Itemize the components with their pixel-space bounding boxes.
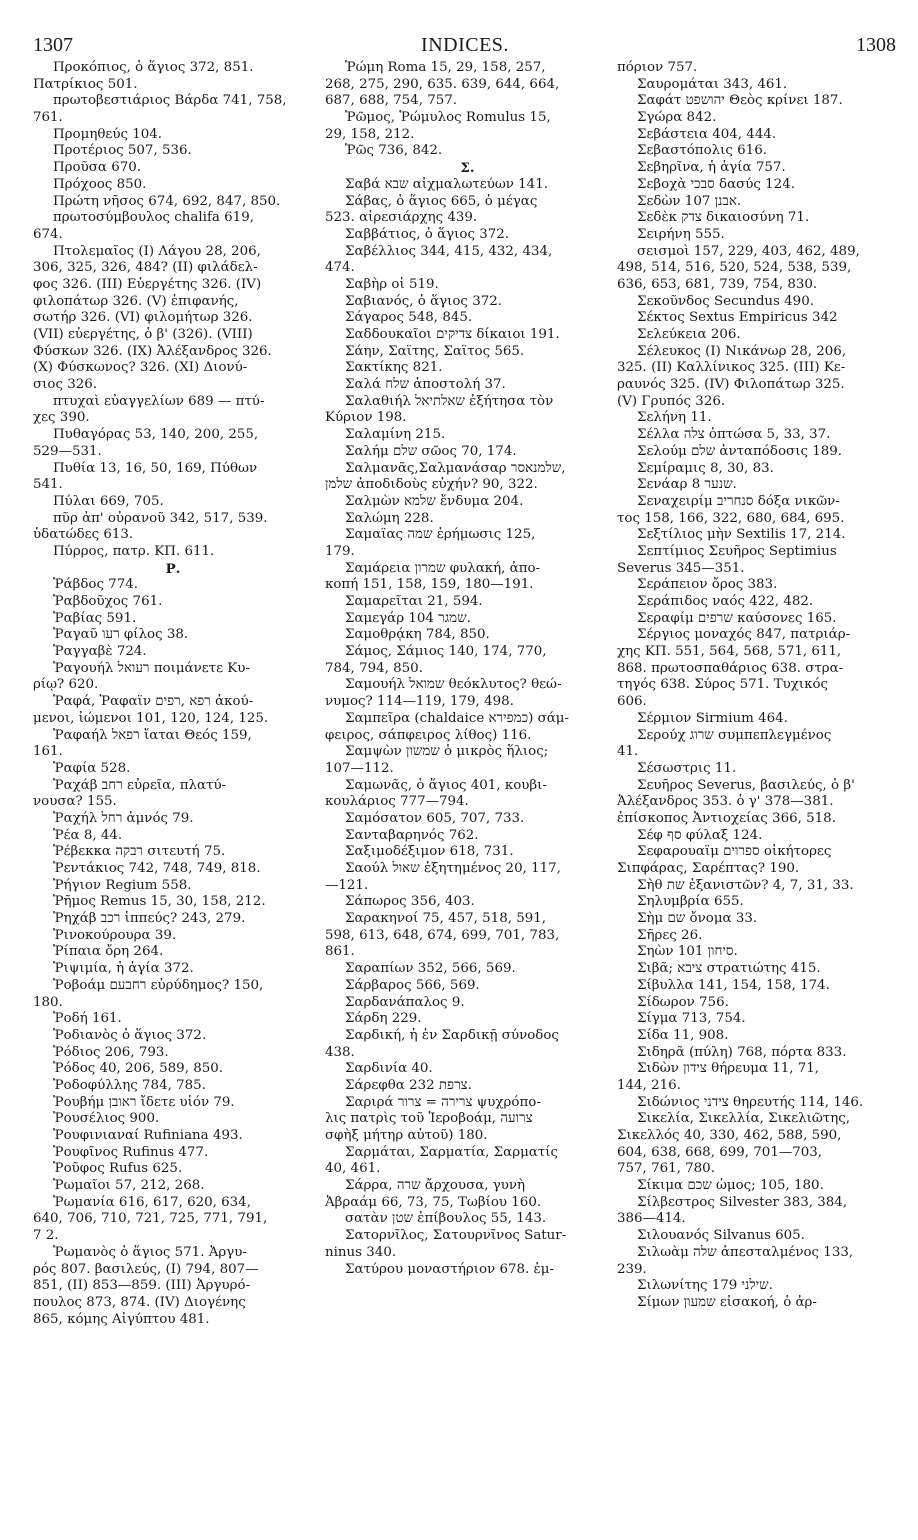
index-entry-line: ὑδατώδες 613. — [33, 527, 134, 543]
index-entry-line: Ῥέα 8, 44. — [53, 827, 123, 843]
index-entry-line: Ῥιψιμία, ἡ ἁγία 372. — [53, 961, 194, 977]
index-entry-line: χης ΚΠ. 551, 564, 568, 571, 611, — [617, 644, 842, 660]
index-entry-line: 541. — [33, 477, 63, 493]
index-entry-line: Πρόχοος 850. — [53, 176, 147, 192]
index-entry-line: Ῥοδή 161. — [53, 1011, 122, 1027]
index-entry-line: Σέσωστρις 11. — [637, 760, 737, 776]
index-entry-line: Ῥώμη Roma 15, 29, 158, 257, — [345, 60, 546, 75]
index-entry-line: Ῥαβδοῦχος 761. — [53, 594, 163, 609]
index-entry-line: νυμος? 114—119, 179, 498. — [325, 694, 514, 710]
index-entry-line: Σαούλ שאול ἐξητημένος 20, 117, — [345, 861, 561, 876]
index-entry-line: Σανταβαρηνός 762. — [345, 827, 479, 843]
index-entry-line: Σευῆρος Severus, βασιλεύς, ὁ β' — [637, 777, 855, 793]
index-entry-line: 40, 461. — [325, 1161, 381, 1177]
running-title: INDICES. — [421, 34, 509, 56]
index-entry-line: 161. — [33, 744, 63, 760]
index-entry-line: Προκόπιος, ὁ ἅγιος 372, 851. — [53, 60, 254, 75]
index-entry-line: Ῥῆμος Remus 15, 30, 158, 212. — [53, 894, 266, 910]
index-entry-line: Σαβιανός, ὁ ἅγιος 372. — [345, 293, 503, 309]
index-entry-line: Σάβας, ὁ ἅγιος 665, ὁ μέγας — [345, 193, 538, 209]
index-entry-line: τηγός 638. Σύρος 571. Τυχικός — [617, 677, 829, 693]
index-entry-line: Σαρμάται, Σαρματία, Σαρματίς — [345, 1144, 558, 1160]
index-entry-line: שלמן ἀποδιδοὺς εὐχήν? 90, 322. — [325, 477, 538, 493]
index-entry-line: κοπή 151, 158, 159, 180—191. — [325, 577, 534, 593]
index-entry-line: 41. — [617, 744, 639, 760]
index-entry-line: Σάμος, Σάμιος 140, 174, 770, — [345, 644, 547, 660]
index-entry-line: Σηλυμβρία 655. — [637, 894, 744, 910]
index-entry-line: Σιλωὰμ שלה ἀπεσταλμένος 133, — [637, 1244, 854, 1260]
index-entry-line: Σαμόσατον 605, 707, 733. — [345, 810, 525, 826]
index-entry-line: πρωτοβεστιάριος Βάρδα 741, 758, — [53, 93, 287, 109]
index-entry-line: Σάρβαρος 566, 569. — [345, 977, 480, 993]
index-entry-line: Severus 345—351. — [617, 560, 745, 576]
index-entry-line: Σακτίκης 821. — [345, 360, 443, 376]
index-entry-line: Σεβηρῖνα, ἡ ἁγία 757. — [637, 160, 786, 176]
index-entry-line: Ῥαγουήλ רעואל ποιμάνετε Κυ- — [53, 660, 250, 676]
index-entry-line: πόριον 757. — [617, 60, 698, 75]
index-entry-line: Σεδὼν אבנן 107. — [637, 193, 742, 209]
index-entry-line: 640, 706, 710, 721, 725, 771, 791, — [33, 1211, 268, 1227]
index-entry-line: Σέργιος μοναχός 847, πατριάρ- — [637, 627, 851, 643]
index-entry-line: 179. — [325, 543, 355, 559]
index-entry-line: σωτήρ 326. (VI) φιλομήτωρ 326. — [33, 310, 253, 326]
index-entry-line: 268, 275, 290, 635. 639, 644, 664, — [325, 76, 560, 92]
index-entry-line: 239. — [617, 1261, 647, 1277]
index-entry-line: Ῥωμανία 616, 617, 620, 634, — [53, 1194, 251, 1210]
index-entry-line: Σαρδανάπαλος 9. — [345, 994, 465, 1010]
index-entry-line: Σαλά שלח ἀποστολή 37. — [345, 377, 506, 393]
index-entry-line: Σιβᾶ; ציבא στρατιώτης 415. — [637, 961, 821, 977]
index-entry-line: Σαμπεῖρα (chaldaice כמפירא) σάμ- — [345, 710, 570, 726]
index-entry-line: Σεφαρουαΐμ ספרוים οἰκήτορες — [637, 844, 832, 860]
index-entry-line: Σαμαρεῖται 21, 594. — [345, 594, 483, 609]
index-entry-line: σατὰν שטן ἐπίβουλος 55, 143. — [345, 1211, 547, 1227]
index-entry-line: 757, 761, 780. — [617, 1161, 715, 1177]
index-entry-line: Σιπφάρας, Σαρέπτας? 190. — [617, 861, 800, 876]
index-entry-line: Σάρεφθα צרפת 232. — [345, 1077, 472, 1093]
index-entry-line: Σάην, Σαΐτης, Σαΐτος 565. — [345, 343, 525, 359]
index-entry-line: φιλοπάτωρ 326. (V) ἐπιφανής, — [33, 293, 239, 309]
index-entry-line: Σαλμανᾶς,Σαλμανάσαρ שלמנאסר, — [345, 460, 566, 476]
index-entry-line: Σαβὴρ οἱ 519. — [345, 276, 439, 292]
index-entry-line: 180. — [33, 994, 63, 1010]
index-entry-line: Ῥαφαήλ רפאל ἴαται Θεός 159, — [53, 727, 252, 743]
index-entry-line: φος 326. (III) Εὐεργέτης 326. (IV) — [33, 276, 262, 292]
index-entry-line: Σεβάστεια 404, 444. — [637, 126, 777, 142]
index-entry-line: νουσα? 155. — [33, 794, 117, 810]
index-entry-line: Ῥινοκούρουρα 39. — [53, 927, 177, 943]
index-entry-line: 144, 216. — [617, 1077, 681, 1093]
index-entry-line: Ῥοῦφος Rufus 625. — [53, 1161, 183, 1177]
index-entry-line: Σερούχ שרוג συμπεπλεγμένος — [637, 727, 832, 743]
index-entry-line: ἐπίσκοπος Ἀντιοχείας 366, 518. — [617, 810, 836, 826]
index-entry-line: Ῥαγγαβὲ 724. — [53, 644, 147, 660]
index-entry-line: Ἀβραάμ 66, 73, 75, Τωβίου 160. — [325, 1194, 542, 1210]
index-entry-line: Σαλήμ שלם σῶος 70, 174. — [345, 443, 517, 459]
index-entry-line: σιος 326. — [33, 377, 98, 393]
index-entry-line: (V) Γρυπός 326. — [617, 393, 726, 409]
index-entry-line: Πύλαι 669, 705. — [53, 493, 164, 509]
index-entry-line: Ῥουφινιαναί Rufiniana 493. — [53, 1128, 243, 1143]
index-entry-line: Ῥαγαῦ רעו φίλος 38. — [53, 627, 189, 643]
index-entry-line: 636, 653, 681, 739, 754, 830. — [617, 276, 818, 292]
index-entry-line: Πυθία 13, 16, 50, 169, Πύθων — [53, 460, 258, 476]
index-entry-line: Κύριον 198. — [325, 410, 407, 426]
index-entry-line: Ῥουσέλιος 900. — [53, 1111, 160, 1127]
index-entry-line: κουλάριος 777—794. — [325, 794, 469, 810]
index-entry-line: ρίῳ? 620. — [33, 677, 99, 693]
index-entry-line: Σέλλα צלה ὀπτώσα 5, 33, 37. — [637, 427, 831, 443]
index-entry-line: Προῦσα 670. — [53, 160, 142, 176]
index-entry-line: πρωτοσύμβουλος chalifa 619, — [53, 210, 254, 226]
index-entry-line: Σιδώνιος צידני θηρευτής 114, 146. — [637, 1094, 864, 1110]
index-entry-line: Σεράπειον ὄρος 383. — [637, 577, 778, 593]
index-entry-line: Σεραφίμ שרפים καύσονες 165. — [637, 610, 837, 626]
index-entry-line: χες 390. — [33, 410, 90, 426]
page-number-right: 1308 — [856, 34, 896, 56]
index-entry-line: 851, (II) 853—859. (III) Ἀργυρό- — [33, 1278, 251, 1294]
index-entry-line: Σαρακηνοί 75, 457, 518, 591, — [345, 911, 547, 927]
index-entry-line: Φύσκων 326. (IX) Ἀλέξανδρος 326. — [33, 343, 272, 359]
index-entry-line: Προτέριος 507, 536. — [53, 143, 192, 159]
index-entry-line: Σεναχειρίμ סנחריב δόξα νικῶν- — [637, 493, 840, 509]
index-entry-line: Ῥόδος 40, 206, 589, 850. — [53, 1061, 224, 1077]
index-entry-line: Ῥαφία 528. — [53, 760, 131, 776]
index-entry-line: 474. — [325, 260, 355, 276]
index-entry-line: Σίδα 11, 908. — [637, 1027, 729, 1043]
index-entry-line: Πρώτη νῆσος 674, 692, 847, 850. — [53, 193, 281, 209]
index-entry-line: Ῥίπαια ὄρη 264. — [53, 944, 164, 960]
index-entry-line: Σγώρα 842. — [637, 110, 717, 126]
index-entry-line: Σάγαρος 548, 845. — [345, 310, 473, 326]
index-entry-line: Σαραπίων 352, 566, 569. — [345, 961, 516, 977]
index-entry-line: μενοι, ἰώμενοι 101, 120, 124, 125. — [33, 710, 269, 726]
index-entry-line: Πυθαγόρας 53, 140, 200, 255, — [53, 427, 259, 443]
index-entry-line: Ῥουφῖνος Rufinus 477. — [53, 1144, 209, 1160]
index-entry-line: 784, 794, 850. — [325, 660, 423, 676]
index-entry-line: Σιλωνίτης שילני 179. — [637, 1278, 773, 1294]
index-column-3 — [617, 60, 901, 1312]
index-entry-line: Σαβέλλιος 344, 415, 432, 434, — [345, 243, 553, 259]
index-entry-line: Σατύρου μοναστήριον 678. ἐμ- — [345, 1261, 554, 1277]
index-entry-line: Σίδωρον 756. — [637, 994, 729, 1010]
index-entry-line: 861. — [325, 944, 355, 960]
index-entry-line: Σίγμα 713, 754. — [637, 1011, 746, 1027]
index-entry-line: Σεμίραμις 8, 30, 83. — [637, 460, 774, 476]
index-entry-line: Σάρδη 229. — [345, 1011, 422, 1027]
index-entry-line: ραυνός 325. (IV) Φιλοπάτωρ 325. — [617, 377, 845, 393]
index-entry-line: Ῥωμαῖοι 57, 212, 268. — [53, 1178, 205, 1194]
page-number-left: 1307 — [33, 34, 73, 56]
index-entry-line: 523. αἰρεσιάρχης 439. — [325, 210, 478, 226]
index-entry-line: Σιλουανός Silvanus 605. — [637, 1228, 805, 1244]
index-entry-line: πῦρ ἀπ' οὐρανοῦ 342, 517, 539. — [53, 510, 268, 526]
index-entry-line: 598, 613, 648, 674, 699, 701, 783, — [325, 927, 560, 943]
index-entry-line: φειρος, σάπφειρος λίθος) 116. — [325, 727, 532, 743]
index-entry-line: 386—414. — [617, 1211, 686, 1227]
index-entry-line: ρός 807. βασιλεύς, (I) 794, 807— — [33, 1261, 259, 1277]
index-entry-line: (VII) εὐεργέτης, ὁ β' (326). (VIII) — [33, 327, 253, 342]
section-letter: Ρ. — [165, 560, 181, 577]
index-entry-line: Ῥοβοάμ רחבעם εὐρύδημος? 150, — [53, 977, 264, 993]
index-entry-line: Σαλώμη 228. — [345, 510, 434, 526]
index-entry-line: Πύρρος, πατρ. ΚΠ. 611. — [53, 543, 215, 559]
index-entry-line: Σαμψὼν שמשון ὁ μικρὸς ἥλιος; — [345, 744, 549, 760]
index-entry-line: Ῥαβίας 591. — [53, 610, 137, 626]
index-entry-line: 606. — [617, 694, 647, 710]
index-entry-line: Σεκοῦνδος Secundus 490. — [637, 293, 814, 309]
index-entry-line: Σεράπιδος ναός 422, 482. — [637, 594, 814, 609]
index-entry-line: Σαδδουκαῖοι צדיקים δίκαιοι 191. — [345, 327, 560, 342]
index-entry-line: Σάπωρος 356, 403. — [345, 894, 475, 910]
index-entry-line: 604, 638, 668, 699, 701—703, — [617, 1144, 823, 1160]
index-entry-line: Ἀλέξανδρος 353. ὁ γ' 378—381. — [617, 794, 834, 810]
index-entry-line: Σικελία, Σικελλία, Σικελιῶτης, — [637, 1111, 850, 1127]
index-entry-line: Σαμωνᾶς, ὁ ἅγιος 401, κουβι- — [345, 777, 547, 793]
index-entry-line: Σελεύκεια 206. — [637, 327, 741, 342]
index-entry-line: Ῥαφά, Ῥαφαΐν רפא ,רפים ἀκού- — [53, 694, 254, 710]
index-entry-line: πτυχαὶ εὐαγγελίων 689 — πτύ- — [53, 393, 265, 409]
index-entry-line: 306, 325, 326, 484? (II) φιλάδελ- — [33, 260, 258, 276]
index-entry-line: —121. — [325, 877, 369, 893]
index-entry-line: Σίβυλλα 141, 154, 158, 174. — [637, 977, 830, 993]
index-entry-line: Ῥεντάκιος 742, 748, 749, 818. — [53, 861, 261, 876]
index-entry-line: λις πατρὶς τοῦ Ἱεροβοάμ, צרועה — [325, 1111, 533, 1127]
index-entry-line: Σαφάτ יהושפט Θεὸς κρίνει 187. — [637, 93, 843, 109]
index-entry-line: Σενάαρ שנער 8. — [637, 477, 737, 493]
index-entry-line: Σαριρά צרירה = צרור ψυχρόπο- — [345, 1094, 541, 1110]
index-entry-line: Ῥωμανὸς ὁ ἅγιος 571. Ἀργυ- — [53, 1244, 247, 1260]
index-entry-line: 761. — [33, 110, 63, 126]
index-entry-line: Σαμουήλ שמואל θεόκλυτος? θεώ- — [345, 677, 562, 693]
index-entry-line: Σαλαμίνη 215. — [345, 427, 446, 443]
index-entry-line: πουλος 873, 874. (IV) Διογένης — [33, 1294, 246, 1310]
index-entry-line: Σὴμ שם ὄνομα 33. — [637, 911, 758, 927]
index-entry-line: Ῥοδοφύλλης 784, 785. — [53, 1077, 206, 1093]
index-entry-line: Σεξτίλιος μὴν Sextilis 17, 214. — [637, 527, 846, 543]
index-entry-line: Ῥουβήμ ראובן ἴδετε υἱόν 79. — [53, 1094, 235, 1110]
index-entry-line: Σαυρομάται 343, 461. — [637, 76, 788, 92]
index-entry-line: Ῥῶμος, Ῥώμυλος Romulus 15, — [345, 110, 551, 126]
index-column-1 — [33, 60, 313, 1328]
index-entry-line: Σελήνη 11. — [637, 410, 712, 426]
index-entry-line: Σαρδική, ἡ ἐν Σαρδικῇ σύνοδος — [345, 1027, 559, 1043]
index-entry-line: Σέρμιον Sirmium 464. — [637, 710, 788, 726]
index-entry-line: Σίμων שמעון εἰσακοή, ὁ ἀρ- — [637, 1294, 817, 1310]
index-entry-line: 674. — [33, 226, 63, 242]
index-entry-line: Σέλευκος (I) Νικάνωρ 28, 206, — [637, 343, 847, 359]
index-entry-line: Σαλμὼν שלמא ἔνδυμα 204. — [345, 493, 524, 509]
index-entry-line: 325. (II) Καλλίνικος 325. (III) Κε- — [617, 360, 846, 376]
index-entry-line: Προμηθεύς 104. — [53, 126, 163, 142]
index-entry-line: Σηὼν סיחון 101. — [637, 944, 738, 960]
page-header — [0, 0, 918, 60]
index-entry-line: Ῥαχάβ רחב εὐρεῖα, πλατύ- — [53, 777, 227, 793]
index-entry-line: Σαβά שבא αἰχμαλωτεύων 141. — [345, 176, 548, 192]
index-entry-line: Σίλβεστρος Silvester 383, 384, — [637, 1194, 848, 1210]
index-entry-line: Ῥήγιον Regium 558. — [53, 877, 192, 893]
index-entry-line: 865, κόμης Αἰγύπτου 481. — [33, 1311, 210, 1327]
index-entry-line: Σαξιμοδέξιμον 618, 731. — [345, 844, 514, 860]
index-entry-line: Σιδὼν צידון θήρευμα 11, 71, — [637, 1061, 820, 1077]
index-entry-line: Ῥοδιανὸς ὁ ἅγιος 372. — [53, 1027, 207, 1043]
index-entry-line: Σελούμ שלם ἀνταπόδοσις 189. — [637, 443, 843, 459]
index-entry-line: 687, 688, 754, 757. — [325, 93, 458, 109]
index-entry-line: Σεβαστόπολις 616. — [637, 143, 767, 159]
index-entry-line: Σαββάτιος, ὁ ἅγιος 372. — [345, 226, 510, 242]
index-entry-line: σφὴξ μήτηρ αὐτοῦ) 180. — [325, 1128, 488, 1143]
index-entry-line: 868. πρωτοσπαθάριος 638. στρα- — [617, 660, 844, 676]
index-entry-line: Σῆρες 26. — [637, 927, 703, 943]
index-entry-line: (X) Φύσκωνος? 326. (XI) Διονύ- — [33, 360, 248, 376]
index-entry-line: ninus 340. — [325, 1244, 397, 1260]
index-entry-line: Σέκτος Sextus Empiricus 342 — [637, 310, 838, 326]
index-entry-line: Σαμεγάρ שמגר 104. — [345, 610, 471, 626]
index-entry-line: 29, 158, 212. — [325, 126, 415, 142]
index-entry-line: Ῥῶς 736, 842. — [345, 143, 443, 159]
index-entry-line: Σαλαθιήλ שאלתיאל ἐξήτησα τὸν — [345, 393, 554, 409]
index-entry-line: 438. — [325, 1044, 355, 1060]
index-entry-line: Ῥάβδος 774. — [53, 577, 139, 593]
index-entry-line: 7 2. — [33, 1228, 59, 1244]
index-entry-line: Σεβοχὰ סבכי δασύς 124. — [637, 176, 795, 192]
index-entry-line: Ῥέβεκκα רבקה σιτευτή 75. — [53, 844, 226, 860]
index-entry-line: Σιδηρᾶ (πύλη) 768, πόρτα 833. — [637, 1044, 847, 1060]
section-letter: Σ. — [460, 160, 475, 177]
index-entry-line: Σάρρα, שרה ἄρχουσα, γυνὴ — [345, 1178, 526, 1194]
index-entry-line: Σέφ סף φύλαξ 124. — [637, 827, 763, 843]
index-column-2 — [325, 60, 610, 1278]
index-entry-line: Πατρίκιος 501. — [33, 76, 138, 92]
index-entry-line: Σὴθ שת ἐξανιστῶν? 4, 7, 31, 33. — [637, 877, 854, 893]
index-entry-line: Σαμάρεια שמרון φυλακή, ἀπο- — [345, 560, 541, 576]
index-entry-line: Πτολεμαῖος (I) Λάγου 28, 206, — [53, 243, 261, 259]
index-entry-line: 107—112. — [325, 760, 394, 776]
index-entry-line: 498, 514, 516, 520, 524, 538, 539, — [617, 260, 852, 276]
index-entry-line: Σαμοθρᾴκη 784, 850. — [345, 627, 490, 643]
index-entry-line: Ῥόδιος 206, 793. — [53, 1044, 169, 1060]
index-entry-line: 529—531. — [33, 443, 102, 459]
index-entry-line: Ῥαχήλ רחל ἀμνός 79. — [53, 810, 194, 826]
index-entry-line: Σατορνῖλος, Σατουρνῖνος Satur- — [345, 1228, 567, 1244]
index-entry-line: Ῥηχάβ רכב ἱππεύς? 243, 279. — [53, 911, 246, 927]
index-entry-line: Σικελλός 40, 330, 462, 588, 590, — [617, 1128, 842, 1143]
index-entry-line: Σαρδινία 40. — [345, 1061, 433, 1077]
index-entry-line: σεισμοὶ 157, 229, 403, 462, 489, — [637, 243, 860, 259]
index-entry-line: Σειρήνη 555. — [637, 226, 725, 242]
index-entry-line: τος 158, 166, 322, 680, 684, 695. — [617, 510, 845, 526]
index-entry-line: Σεδὲκ צדק δικαιοσύνη 71. — [637, 210, 810, 226]
index-entry-line: Σαμαΐας שמה ἐρήμωσις 125, — [345, 527, 536, 543]
index-entry-line: Σεπτίμιος Σευῆρος Septimius — [637, 543, 837, 559]
index-entry-line: Σίκιμα שכם ὦμος; 105, 180. — [637, 1178, 824, 1194]
